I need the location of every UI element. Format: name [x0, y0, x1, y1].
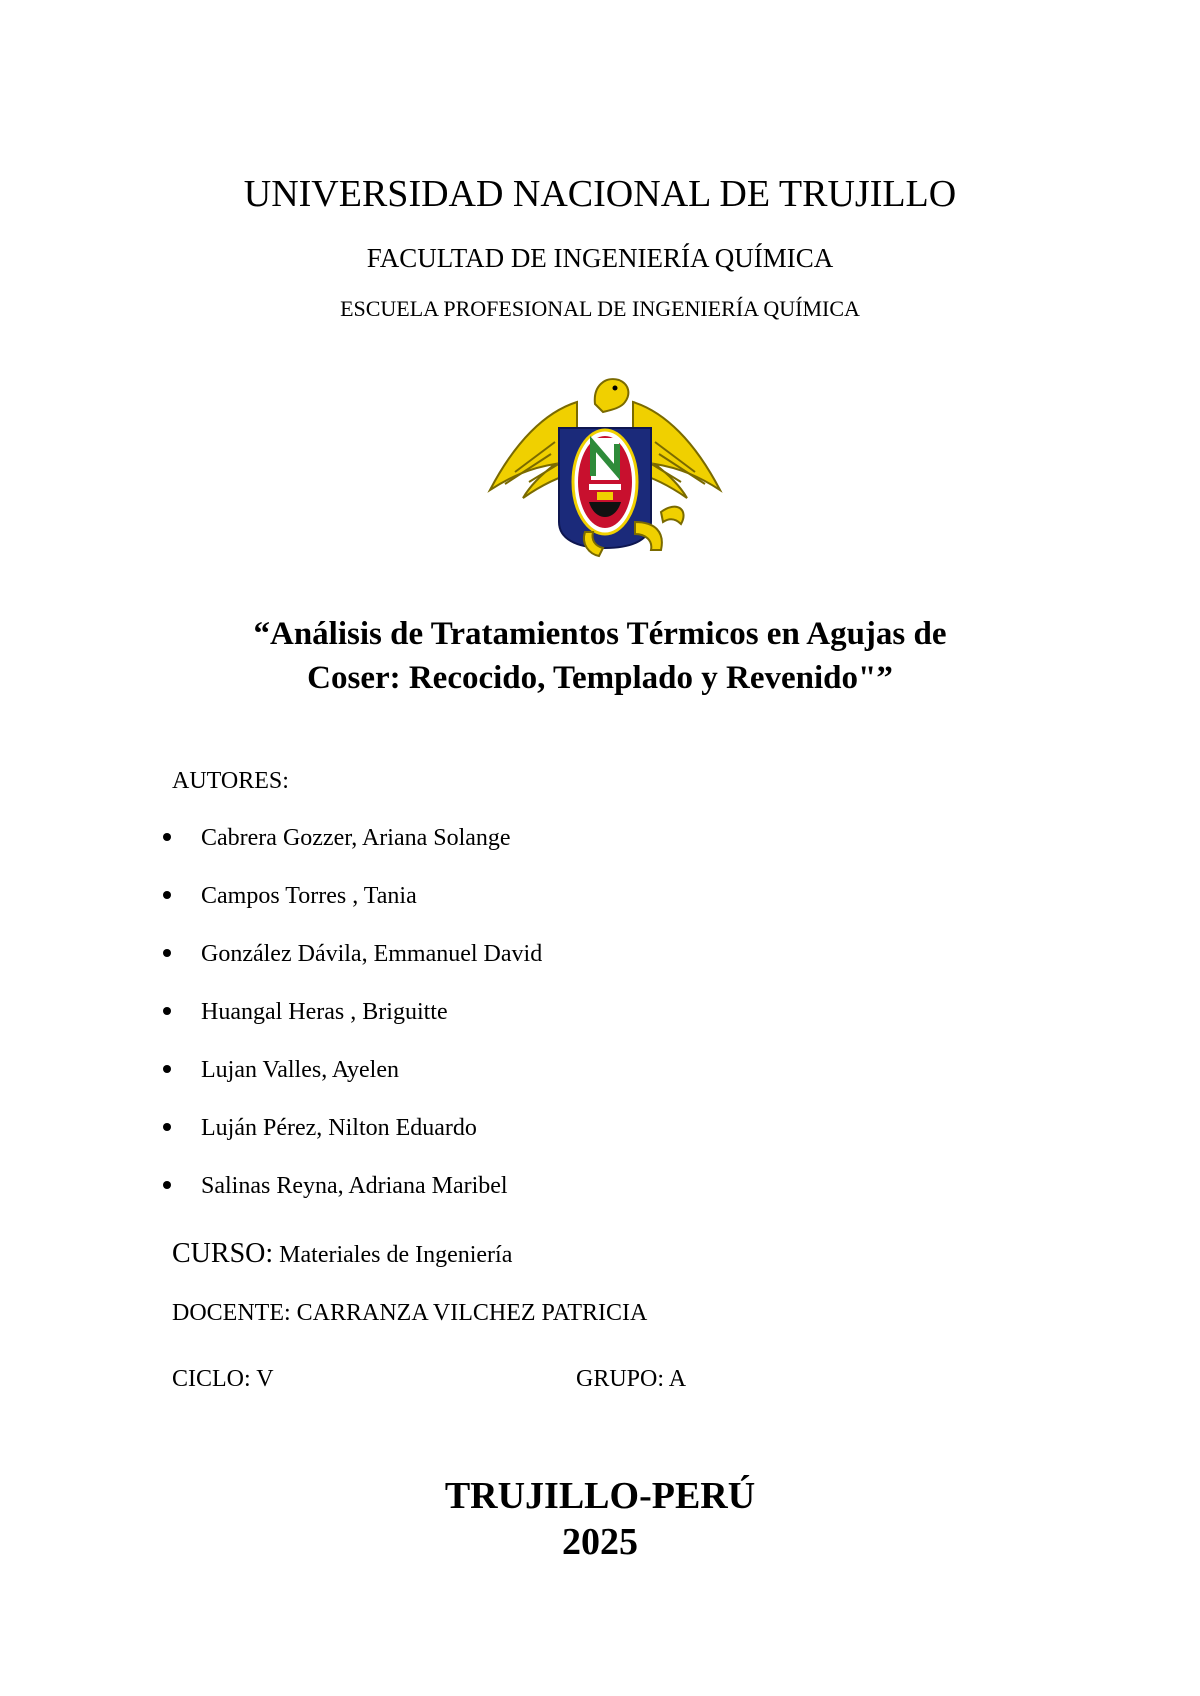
- list-item: [160, 1172, 542, 1230]
- course-line: [172, 1238, 512, 1270]
- authors-label: AUTORES:: [172, 768, 289, 794]
- bullet-icon: [163, 1007, 171, 1015]
- list-item: [160, 940, 542, 998]
- title-line-2: Coser: Recocido, Templado y Revenido"”: [307, 660, 893, 696]
- authors-list: [160, 824, 542, 1230]
- author-name: Lujan Valles, Ayelen: [201, 1057, 399, 1083]
- author-name: Salinas Reyna, Adriana Maribel: [201, 1173, 508, 1199]
- author-name: Luján Pérez, Nilton Eduardo: [201, 1115, 477, 1141]
- title-line-1: “Análisis de Tratamientos Térmicos en Agujas de: [253, 616, 947, 652]
- author-name: Huangal Heras , Briguitte: [201, 999, 448, 1025]
- course-value: Materiales de Ingeniería: [273, 1242, 513, 1268]
- bullet-icon: [163, 1181, 171, 1189]
- course-label: CURSO:: [172, 1238, 274, 1269]
- list-item: [160, 824, 542, 882]
- bullet-icon: [163, 949, 171, 957]
- bullet-icon: [163, 891, 171, 899]
- bullet-icon: [163, 1065, 171, 1073]
- list-item: [160, 1114, 542, 1172]
- bullet-icon: [163, 833, 171, 841]
- faculty-name: FACULTAD DE INGENIERÍA QUÍMICA: [366, 243, 834, 273]
- university-name: UNIVERSIDAD NACIONAL DE TRUJILLO: [243, 173, 957, 215]
- year: 2025: [562, 1521, 638, 1563]
- list-item: [160, 1056, 542, 1114]
- school-name: ESCUELA PROFESIONAL DE INGENIERÍA QUÍMICA: [340, 296, 860, 321]
- document-title: [0, 612, 1200, 700]
- list-item: [160, 882, 542, 940]
- author-name: Campos Torres , Tania: [201, 883, 417, 909]
- list-item: [160, 998, 542, 1056]
- cycle-line: CICLO: V: [172, 1366, 274, 1392]
- author-name: Cabrera Gozzer, Ariana Solange: [201, 825, 511, 851]
- university-crest-icon: [485, 372, 725, 562]
- group-line: GRUPO: A: [576, 1366, 687, 1392]
- city-country: TRUJILLO-PERÚ: [444, 1475, 756, 1517]
- teacher-line: DOCENTE: CARRANZA VILCHEZ PATRICIA: [172, 1300, 648, 1326]
- bullet-icon: [163, 1123, 171, 1131]
- author-name: González Dávila, Emmanuel David: [201, 941, 543, 967]
